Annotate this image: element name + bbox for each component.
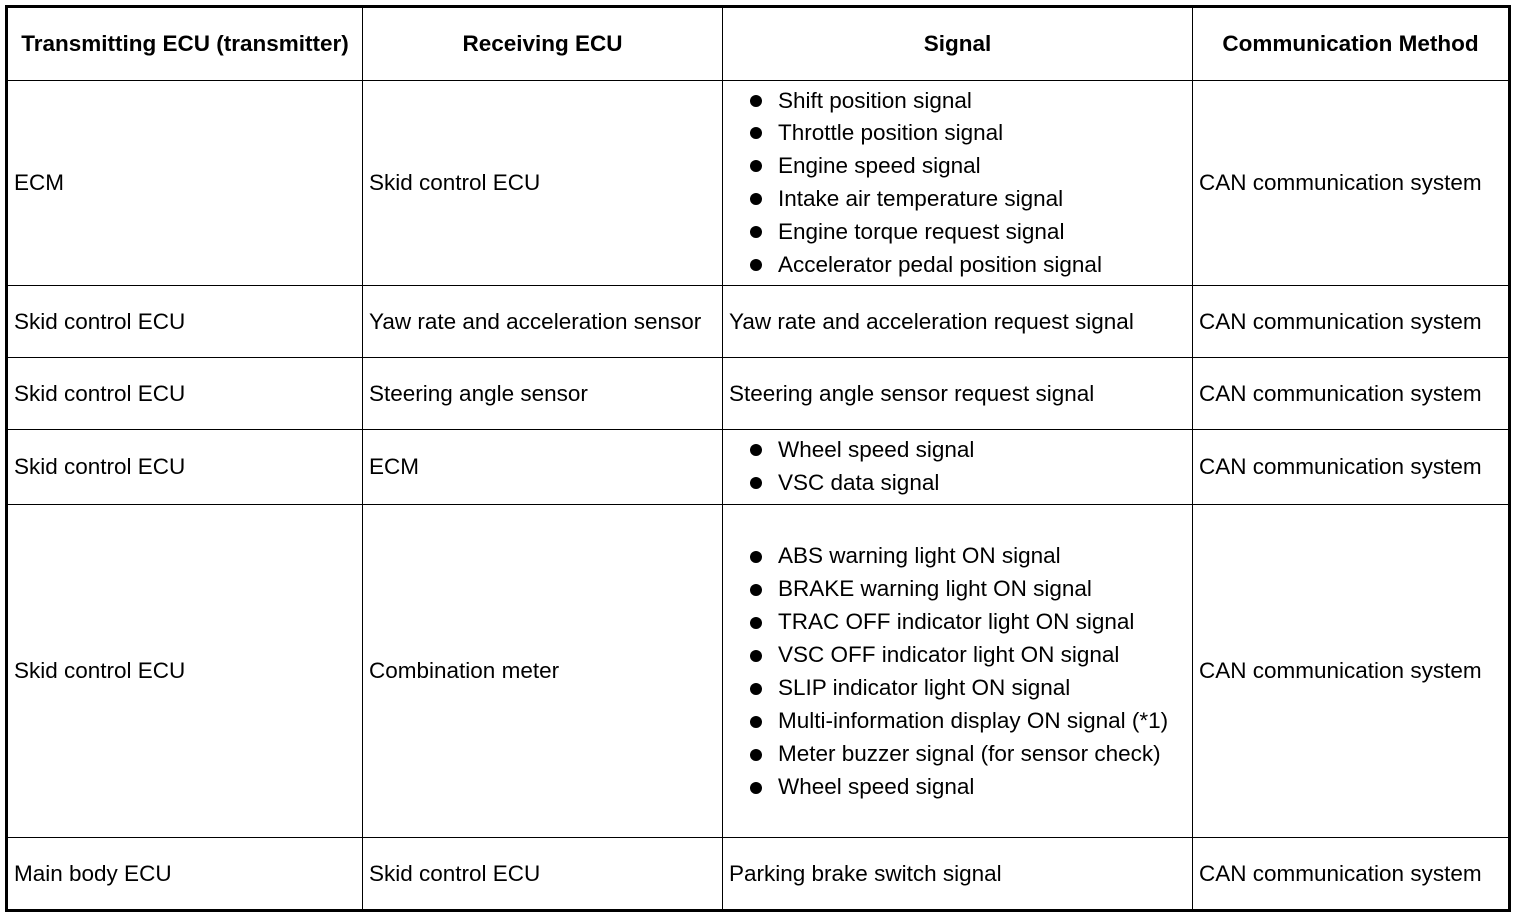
- list-item: Engine speed signal: [729, 150, 1186, 183]
- cell-transmitting-ecu: Main body ECU: [7, 838, 363, 911]
- cell-receiving-ecu: Skid control ECU: [363, 81, 723, 286]
- cell-transmitting-ecu: Skid control ECU: [7, 286, 363, 358]
- cell-transmitting-ecu: Skid control ECU: [7, 430, 363, 505]
- cell-communication-method: CAN communication system: [1193, 505, 1510, 838]
- bullet-icon: [750, 226, 762, 238]
- cell-receiving-ecu: Skid control ECU: [363, 838, 723, 911]
- bullet-icon: [750, 160, 762, 172]
- cell-communication-method: CAN communication system: [1193, 286, 1510, 358]
- list-item: SLIP indicator light ON signal: [729, 671, 1186, 704]
- cell-signal: [723, 505, 1193, 838]
- bullet-icon: [750, 193, 762, 205]
- cell-receiving-ecu: ECM: [363, 430, 723, 505]
- bullet-icon: [750, 749, 762, 761]
- signal-list: [729, 539, 1186, 803]
- cell-communication-method: CAN communication system: [1193, 81, 1510, 286]
- cell-transmitting-ecu: Skid control ECU: [7, 358, 363, 430]
- bullet-icon: [750, 127, 762, 139]
- list-item: Throttle position signal: [729, 117, 1186, 150]
- cell-transmitting-ecu: ECM: [7, 81, 363, 286]
- list-item: TRAC OFF indicator light ON signal: [729, 605, 1186, 638]
- table-row: [7, 838, 1510, 911]
- cell-receiving-ecu: Yaw rate and acceleration sensor: [363, 286, 723, 358]
- table-row: [7, 505, 1510, 838]
- list-item: Intake air temperature signal: [729, 183, 1186, 216]
- list-item: Accelerator pedal position signal: [729, 249, 1186, 282]
- list-item: Engine torque request signal: [729, 216, 1186, 249]
- cell-signal: [723, 430, 1193, 505]
- bullet-icon: [750, 444, 762, 456]
- list-item: Shift position signal: [729, 85, 1186, 118]
- header-communication-method: Communication Method: [1193, 7, 1510, 81]
- cell-signal: Steering angle sensor request signal: [723, 358, 1193, 430]
- bullet-icon: [750, 716, 762, 728]
- list-item: ABS warning light ON signal: [729, 539, 1186, 572]
- cell-communication-method: CAN communication system: [1193, 358, 1510, 430]
- cell-receiving-ecu: Combination meter: [363, 505, 723, 838]
- bullet-icon: [750, 650, 762, 662]
- header-receiving-ecu: Receiving ECU: [363, 7, 723, 81]
- list-item: Meter buzzer signal (for sensor check): [729, 737, 1186, 770]
- bullet-icon: [750, 782, 762, 794]
- cell-receiving-ecu: Steering angle sensor: [363, 358, 723, 430]
- list-item: BRAKE warning light ON signal: [729, 572, 1186, 605]
- cell-signal: Yaw rate and acceleration request signal: [723, 286, 1193, 358]
- header-transmitting-ecu: Transmitting ECU (transmitter): [7, 7, 363, 81]
- cell-communication-method: CAN communication system: [1193, 430, 1510, 505]
- table-header-row: [7, 7, 1510, 81]
- list-item: Wheel speed signal: [729, 434, 1186, 467]
- signal-list: [729, 85, 1186, 282]
- bullet-icon: [750, 477, 762, 489]
- list-item: Multi-information display ON signal (*1): [729, 704, 1186, 737]
- bullet-icon: [750, 617, 762, 629]
- bullet-icon: [750, 584, 762, 596]
- cell-communication-method: CAN communication system: [1193, 838, 1510, 911]
- list-item: VSC OFF indicator light ON signal: [729, 638, 1186, 671]
- cell-signal: Parking brake switch signal: [723, 838, 1193, 911]
- bullet-icon: [750, 551, 762, 563]
- list-item: Wheel speed signal: [729, 770, 1186, 803]
- table-row: [7, 286, 1510, 358]
- table-row: [7, 430, 1510, 505]
- header-signal: Signal: [723, 7, 1193, 81]
- bullet-icon: [750, 683, 762, 695]
- cell-transmitting-ecu: Skid control ECU: [7, 505, 363, 838]
- bullet-icon: [750, 259, 762, 271]
- table-row: [7, 81, 1510, 286]
- list-item: VSC data signal: [729, 467, 1186, 500]
- bullet-icon: [750, 95, 762, 107]
- ecu-communication-table: [5, 5, 1511, 912]
- cell-signal: [723, 81, 1193, 286]
- table-row: [7, 358, 1510, 430]
- signal-list: [729, 434, 1186, 500]
